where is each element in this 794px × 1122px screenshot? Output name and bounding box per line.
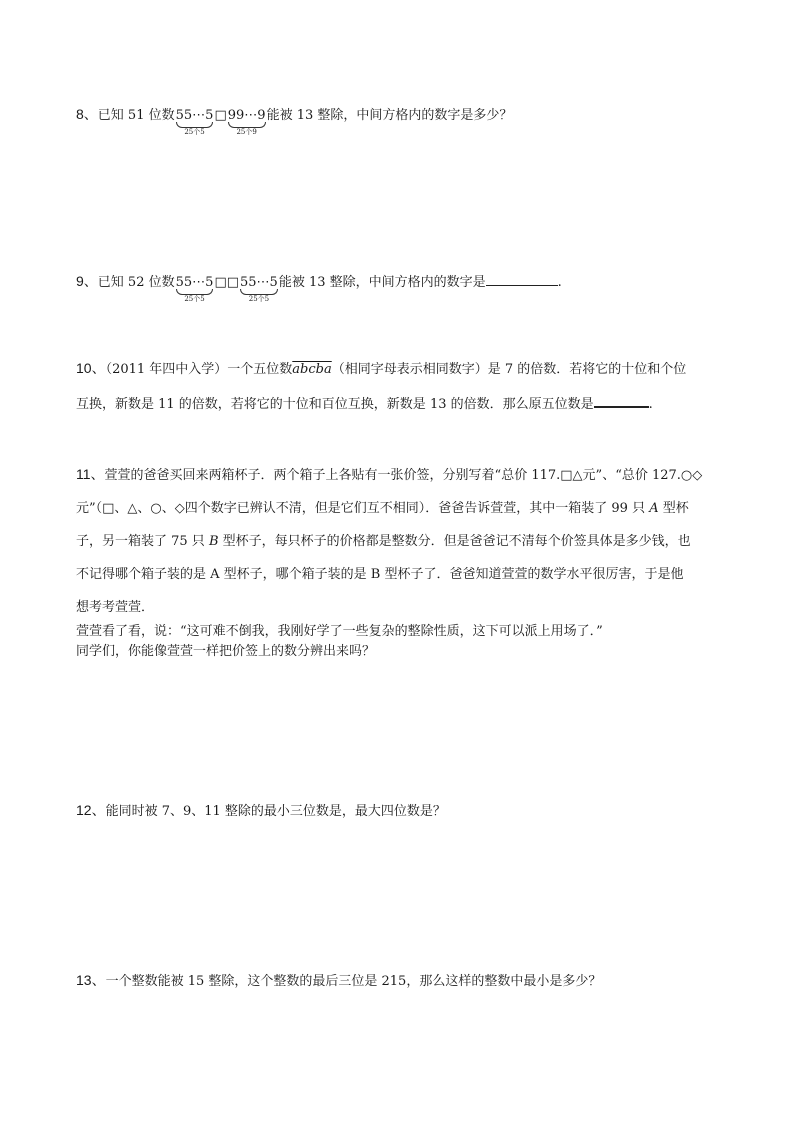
problem-text: 萱萱看了看，说：“这可难不倒我，我刚好学了一些复杂的整除性质，这下可以派上用场了．” — [76, 624, 603, 639]
problem-number: 9、 — [76, 273, 98, 289]
digit-group-underbrace — [175, 275, 215, 303]
unknown-boxes: □□ — [214, 275, 240, 290]
problem-11-line-5 — [76, 596, 154, 615]
problem-11-line-2 — [76, 497, 689, 516]
digit-group: 55⋯5 — [175, 275, 214, 290]
problem-text: （2011 年四中入学）一个五位数 — [105, 362, 293, 377]
problem-text: 子，另一箱装了 75 只 — [76, 534, 205, 549]
problem-number: 10、 — [76, 360, 106, 376]
period: . — [648, 397, 653, 412]
problem-text: 型杯子，每只杯子的价格都是整数分．但是爸爸记不清每个价签具体是多少钱，也 — [222, 534, 691, 549]
problem-text: 能被 13 整除，中间方格内的数字是 — [278, 275, 486, 290]
underbrace-label: 25个5 — [248, 295, 270, 303]
problem-text: 想考考萱萱． — [76, 600, 155, 615]
answer-blank — [486, 285, 558, 286]
problem-text: 萱萱的爸爸买回来两箱杯子．两个箱子上各贴有一张价签，分别写着“总价 117.□△元”、“总价 127.○◇ — [104, 468, 703, 483]
problem-text: 同学们，你能像萱萱一样把价签上的数分辨出来吗？ — [76, 644, 376, 659]
problem-12-line — [76, 800, 446, 820]
underbrace-label: 25个5 — [184, 295, 205, 303]
problem-text: 型杯 — [662, 501, 689, 516]
problem-11-line-6 — [76, 620, 603, 639]
problem-9-line — [76, 271, 562, 303]
underbrace-label: 25个5 — [184, 128, 205, 136]
problem-number: 11、 — [76, 466, 105, 482]
problem-8-line — [76, 104, 513, 136]
italic-letter: A — [649, 501, 659, 516]
unknown-box: □ — [214, 108, 227, 123]
italic-letter: B — [208, 534, 219, 549]
problem-11-line-1 — [76, 464, 702, 484]
problem-text: 元”（□、△、○、◇四个数字已辨认不清，但是它们互不相同）．爸爸告诉萱萱，其中一箱装了 99 只 — [76, 501, 646, 516]
problem-10-line-2 — [76, 393, 653, 412]
problem-text: 不记得哪个箱子装的是 A 型杯子，哪个箱子装的是 B 型杯子了．爸爸知道萱萱的数学水平很厉害，于是他 — [76, 567, 684, 582]
problem-number: 12、 — [76, 802, 106, 818]
problem-number: 8、 — [76, 106, 98, 122]
problem-text: 能被 13 整除，中间方格内的数字是多少？ — [266, 108, 513, 123]
digit-group: 55⋯5 — [175, 108, 214, 123]
underbrace-label: 25个9 — [236, 128, 257, 136]
digit-group-underbrace — [227, 108, 267, 136]
problem-11-line-7 — [76, 640, 375, 659]
overlined-number: abcba — [292, 362, 332, 377]
problem-text: 一个整数能被 15 整除，这个整数的最后三位是 215，那么这样的整数中最小是多少？ — [105, 974, 602, 989]
problem-13-line — [76, 970, 601, 990]
problem-10-line-1 — [76, 358, 686, 378]
problem-text: 已知 52 位数 — [97, 275, 175, 290]
digit-group-underbrace — [175, 108, 215, 136]
digit-group-underbrace — [239, 275, 279, 303]
problem-text: 互换，新数是 11 的倍数，若将它的十位和百位互换，新数是 13 的倍数．那么原五位数是 — [76, 397, 594, 412]
problem-text: 能同时被 7、9、11 整除的最小三位数是，最大四位数是？ — [105, 804, 446, 819]
problem-11-line-3 — [76, 530, 691, 549]
problem-text: 已知 51 位数 — [97, 108, 175, 123]
answer-blank — [594, 406, 649, 408]
digit-group: 99⋯9 — [227, 108, 266, 123]
problem-11-line-4 — [76, 563, 683, 582]
period: . — [557, 275, 562, 290]
problem-number: 13、 — [76, 972, 106, 988]
digit-group: 55⋯5 — [240, 275, 278, 290]
problem-text: （相同字母表示相同数字）是 7 的倍数．若将它的十位和个位 — [331, 362, 687, 377]
